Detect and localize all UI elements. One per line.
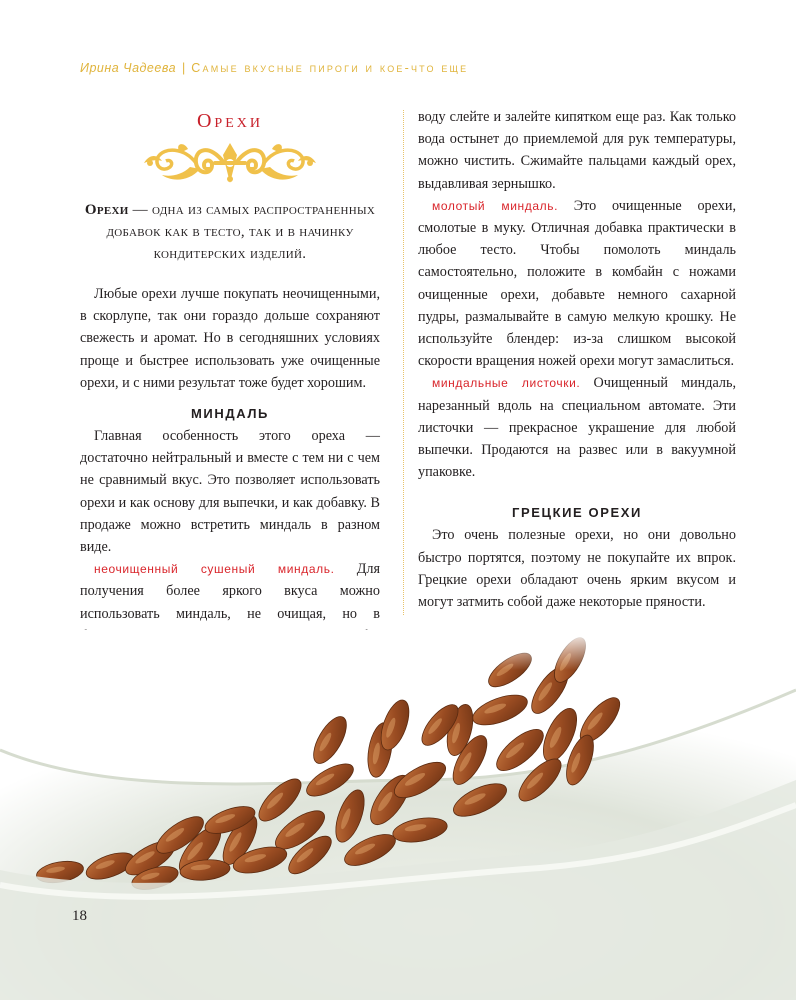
ground-text: Это очищенные орехи, смолотые в муку. Отличная добавка практически в любое тесто. Чтобы помолоть миндаль самостоятельно, положите в комбайн с ножами очищенные орехи, добавьте немного сахарной пудры, размалывайте в самую мелкую крошку. Не используйте блендер: из-за слишком высокой скорости вращения ножей орехи могут замаслиться. (418, 197, 736, 370)
almond-paragraph: Главная особенность этого ореха — достаточно нейтральный и вместе с тем ни с чем не сравнимый вкус. Это позволяет использовать орехи и как основу для выпечки, и как добавку. В продаже можно встретить миндаль в разном виде. (80, 428, 380, 556)
header-separator: | (182, 61, 186, 75)
walnut-paragraph: Это очень полезные орехи, но они довольно быстро портятся, поэтому не покупайте их впрок. Грецкие орехи обладают очень ярким вкусом и могут затмить собой даже некоторые пряности. (418, 527, 736, 611)
right-column (418, 106, 736, 613)
flakes-text: Очищенный миндаль, нарезанный вдоль на специальном автомате. Эти листочки — прекрасное украшение для любой выпечки. Продаются на развес или в вакуумной упаковке. (418, 375, 736, 481)
intro-bold: Орехи (84, 202, 129, 218)
walnut-heading: ГРЕЦКИЕ ОРЕХИ (511, 505, 643, 521)
flakes-paragraph (418, 372, 736, 483)
unpeeled-term: неочищенный сушеный миндаль. (94, 562, 335, 577)
running-header (80, 61, 468, 75)
intro-paragraph: Любые орехи лучше покупать неочищенными, в скорлупе, так они гораздо дольше сохраняют свежесть и аромат. Но в сегодняшних условиях проще и быстрее использовать уже очищенные орехи, и с ними результат тоже будет хорошим. (80, 286, 380, 391)
intro-rest: — одна из самых распространенных добавок как в тесто, так и в начинку кондитерских изделий. (106, 202, 376, 262)
unpeeled-text: Для получения более яркого вкуса можно использовать миндаль, не очищая, но в (80, 561, 380, 622)
ground-term: молотый миндаль. (432, 198, 559, 213)
ornament-icon (140, 139, 320, 187)
page-number: 18 (72, 908, 87, 924)
flakes-term: миндальные листочки. (432, 376, 581, 391)
left-column (80, 106, 380, 691)
ground-paragraph (418, 195, 736, 373)
column-divider (403, 110, 404, 615)
almond-heading: МИНДАЛЬ (190, 406, 270, 422)
almond-bowl-image (0, 630, 796, 1000)
chapter-intro (80, 199, 380, 265)
author-name: Ирина Чадеева (80, 61, 177, 75)
continuation-paragraph: воду слейте и залейте кипятком еще раз. Как только вода остынет до приемлемой для рук температуры, можно чистить. Сжимайте пальцами каждый орех, выдавливая зернышко. (418, 109, 736, 192)
chapter-title: Орехи (196, 110, 263, 132)
book-title: Самые вкусные пироги и кое-что еще (191, 61, 469, 75)
